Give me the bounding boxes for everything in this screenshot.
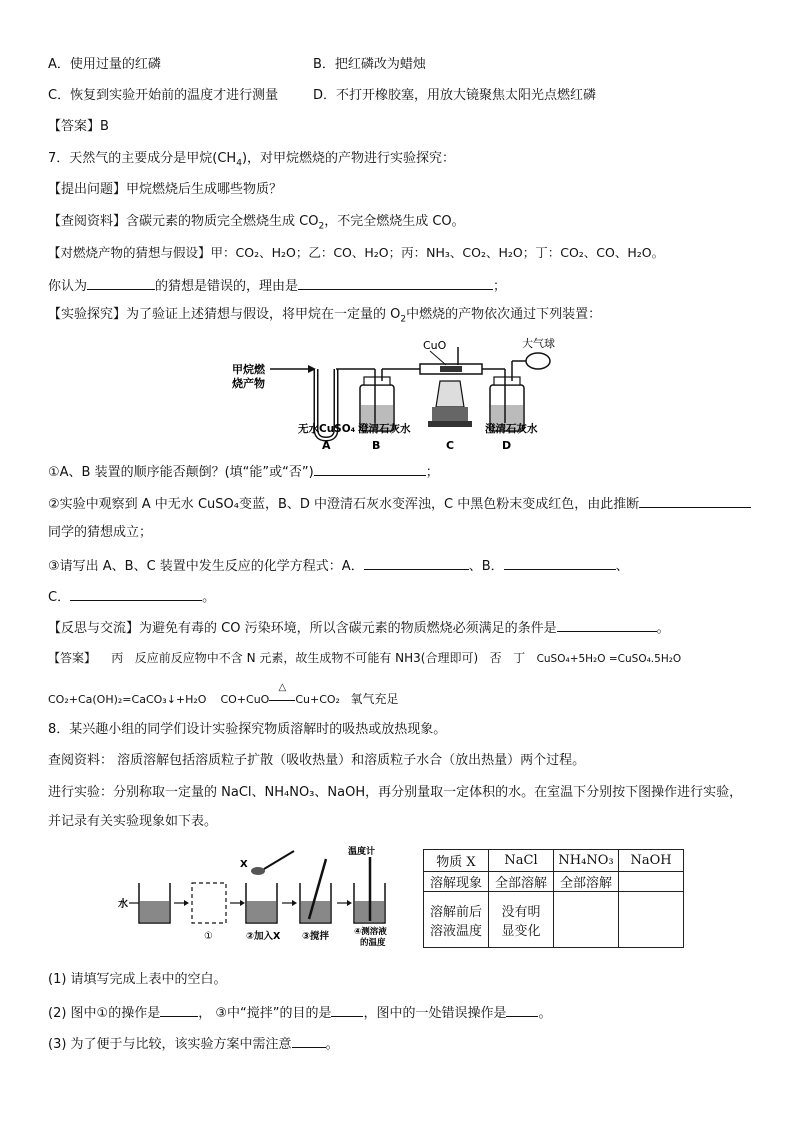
answer-blank[interactable] xyxy=(506,1002,538,1017)
answer-blank[interactable] xyxy=(504,555,616,570)
q8-proc-cont: 并记录有关实验现象如下表。 xyxy=(48,814,218,829)
option-c: C．恢复到实验开始前的温度才进行测量 xyxy=(48,88,279,103)
table-header: NH₄NO₃ xyxy=(554,850,619,872)
fig-step4: ④测溶液 xyxy=(354,927,387,937)
fig-step3: ③搅拌 xyxy=(302,931,330,942)
table-header: NaCl xyxy=(489,850,554,872)
answer-blank[interactable] xyxy=(331,1002,363,1017)
fig-label-input-1: 甲烷燃 xyxy=(232,363,265,376)
q8-sub3: (3) 为了便于与比较，该实验方案中需注意 。 xyxy=(48,1033,339,1054)
fig-label-balloon: 大气球 xyxy=(522,337,555,350)
answer-blank[interactable] xyxy=(314,461,426,476)
table-cell[interactable] xyxy=(554,892,619,948)
table-cell: 没有明 显变化 xyxy=(489,892,554,948)
fig-label-cuo: CuO xyxy=(423,339,447,352)
fig-label-input-2: 烧产物 xyxy=(232,377,265,390)
q7-guess: 【对燃烧产物的猜想与假设】甲：CO₂、H₂O；乙：CO、H₂O；丙：NH₃、CO₂、H₂O；丁：CO₂、CO、H₂O。 xyxy=(48,245,665,260)
fig-step4-cont: 的温度 xyxy=(360,938,386,948)
q7-sub2-cont: 同学的猜想成立； xyxy=(48,525,153,540)
fig-label-thermometer: 温度计 xyxy=(348,847,376,857)
q7-sub1: ①A、B 装置的顺序能否颠倒？(填“能”或“否”) ； xyxy=(48,461,439,482)
table-cell[interactable] xyxy=(619,872,684,892)
option-d: D．不打开橡胶塞，用放大镜聚焦太阳光点燃红磷 xyxy=(313,88,597,103)
fig-label-a: 无水CuSO₄ xyxy=(298,423,356,435)
q8-info: 查阅资料： 溶质溶解包括溶质粒子扩散（吸收热量）和溶质粒子水合（放出热量）两个过程。 xyxy=(48,753,586,768)
answer-q7: 【答案】 丙 反应前反应物中不含 N 元素，故生成物不可能有 NH3(合理即可) 否 丁 CuSO₄+5H₂O =CuSO₄.5H₂O xyxy=(48,651,682,665)
fig-label-water: 水 xyxy=(118,899,128,910)
answer-blank[interactable] xyxy=(87,275,155,290)
answer-blank[interactable] xyxy=(160,1002,198,1017)
table-cell: 全部溶解 xyxy=(489,872,554,892)
q7-reflect: 【反思与交流】为避免有毒的 CO 污染环境，所以含碳元素的物质燃烧必须满足的条件是 。 xyxy=(48,617,670,638)
answer-q7-cont: CO₂+Ca(OH)₂=CaCO₃↓+H₂O CO+CuO △ Cu+CO₂ 氧气充足 xyxy=(48,682,399,706)
fig-label-b: 澄清石灰水 xyxy=(358,423,411,435)
q7-stem: 7．天然气的主要成分是甲烷$(CH_4)$，对甲烷燃烧的产物进行实验探究： xyxy=(48,151,456,169)
fig-label-d: 澄清石灰水 xyxy=(485,423,538,435)
fig-letter-a: A xyxy=(322,439,331,452)
fig-step2: ②加入X xyxy=(246,931,281,942)
procedure-figure xyxy=(112,845,412,950)
answer-blank[interactable] xyxy=(70,586,202,601)
fig-step1: ① xyxy=(204,931,213,942)
fig-letter-b: B xyxy=(372,439,381,452)
table-cell: 全部溶解 xyxy=(554,872,619,892)
q7-sub3-cont: C． 。 xyxy=(48,586,215,607)
q7-think: 你认为 的猜想是错误的，理由是 ； xyxy=(48,275,506,296)
answer-blank[interactable] xyxy=(292,1033,326,1048)
option-a: A．使用过量的红磷 xyxy=(48,57,161,72)
q8-stem: 8．某兴趣小组的同学们设计实验探究物质溶解时的吸热或放热现象。 xyxy=(48,722,447,737)
q7-explore: 【实验探究】为了验证上述猜想与假设，将甲烷在一定量的 $O_2$中燃烧的产物依次通过下列装置： xyxy=(48,307,602,325)
answer-blank[interactable] xyxy=(639,493,751,508)
answer-blank[interactable] xyxy=(557,617,657,632)
option-b: B．把红磷改为蜡烛 xyxy=(313,57,426,72)
answer-blank[interactable] xyxy=(298,275,493,290)
fig-letter-c: C xyxy=(446,439,455,452)
table-cell: 溶解前后 溶液温度 xyxy=(424,892,489,948)
q7-sub2: ②实验中观察到 A 中无水 CuSO₄变蓝，B、D 中澄清石灰水变浑浊，C 中黑色粉末变成红色，由此推断 xyxy=(48,493,751,514)
table-header: 物质 X xyxy=(424,850,489,872)
answer-blank[interactable] xyxy=(364,555,469,570)
table-cell[interactable] xyxy=(619,892,684,948)
q8-proc: 进行实验：分别称取一定量的 NaCl、NH₄NO₃、NaOH，再分别量取一定体积的水。在室温下分别按下图操作进行实验， xyxy=(48,785,743,800)
table-cell: 溶解现象 xyxy=(424,872,489,892)
table-header: NaOH xyxy=(619,850,684,872)
balloon xyxy=(526,353,550,369)
q7-sub3: ③请写出 A、B、C 装置中发生反应的化学方程式：A． 、B． 、 xyxy=(48,555,629,576)
q8-sub2: (2) 图中①的操作是 ， ③中“搅拌”的目的是 ，图中的一处错误操作是 。 xyxy=(48,1002,552,1023)
fig-letter-d: D xyxy=(502,439,512,452)
answer-q6: 【答案】B xyxy=(48,119,109,134)
q8-sub1: (1) 请填写完成上表中的空白。 xyxy=(48,972,227,987)
result-table xyxy=(423,849,684,948)
q7-info: 【查阅资料】含碳元素的物质完全燃烧生成 $CO_2$，不完全燃烧生成 CO。 xyxy=(48,214,465,232)
apparatus-figure xyxy=(200,335,570,457)
q7-question: 【提出问题】甲烷燃烧后生成哪些物质？ xyxy=(48,182,283,197)
fig-label-x: X xyxy=(240,859,248,870)
